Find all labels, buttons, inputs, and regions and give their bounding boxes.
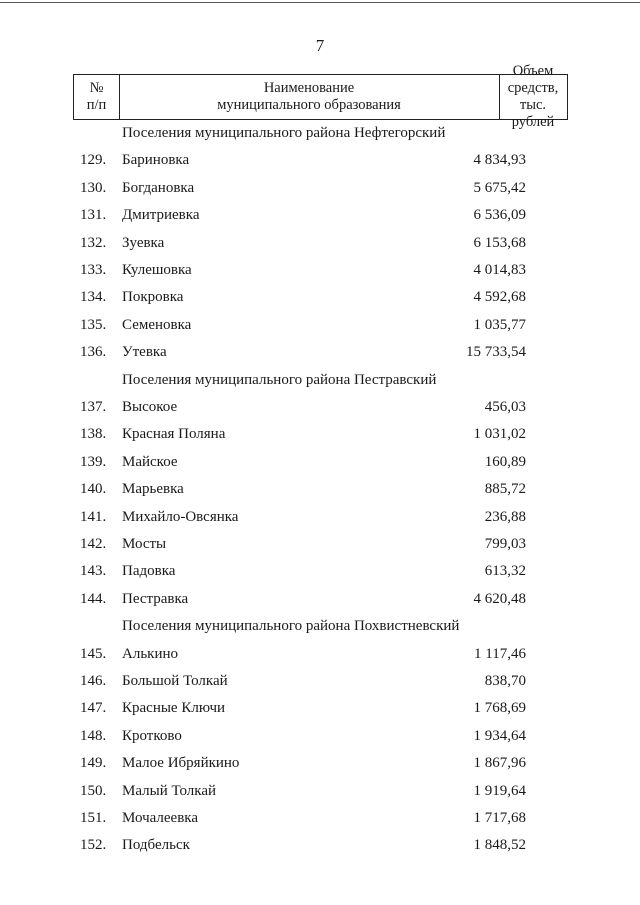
row-name: Мосты [122,536,167,552]
table-row [0,643,640,665]
row-name: Утевка [122,344,167,361]
table-row [0,232,640,254]
row-name: Подбельск [122,837,190,854]
row-amount: 1 035,77 [473,316,526,333]
row-number: 129. [80,152,107,169]
row-number: 146. [80,673,107,689]
row-name: Кулешовка [122,262,192,278]
row-name: Бариновка [122,152,190,169]
row-amount: 4 014,83 [473,262,526,278]
row-name: Малое Ибряйкино [122,755,240,772]
row-amount: 838,70 [484,673,526,689]
row-number: 149. [80,755,107,772]
row-number: 132. [80,234,107,251]
row-number: 131. [80,207,107,224]
table-row [0,752,640,774]
row-name: Кротково [122,727,182,744]
header-number-column [74,75,120,119]
table-row [0,725,640,747]
row-number: 151. [80,810,107,826]
row-name: Красная Поляна [122,426,226,443]
table-row [0,533,640,555]
header-amount-column [499,63,567,130]
row-name: Зуевка [122,234,165,251]
row-amount: 456,03 [484,399,526,415]
row-amount: 885,72 [484,481,526,498]
header-amount-line2: тыс. рублей [511,97,555,130]
row-amount: 613,32 [484,563,526,580]
table-row [0,478,640,500]
header-number-line1: № [89,80,104,96]
row-number: 150. [80,782,107,799]
row-name: Падовка [122,563,176,580]
table-row [0,506,640,528]
row-amount: 6 153,68 [473,234,526,251]
row-number: 148. [80,727,107,744]
row-number: 135. [80,316,107,333]
row-amount: 6 536,09 [473,207,526,224]
table-row [0,396,640,418]
header-number-line2: п/п [86,97,107,113]
row-name: Покровка [122,289,184,306]
row-amount: 1 768,69 [473,700,526,717]
section-title: Поселения муниципального района Нефтегорский [122,125,446,141]
row-amount: 4 620,48 [473,590,526,607]
table-row [0,588,640,610]
table-row [0,670,640,692]
row-number: 140. [80,481,107,498]
row-name: Мочалеевка [122,810,199,826]
row-number: 142. [80,536,107,552]
row-name: Пестравка [122,590,189,607]
table-row [0,807,640,829]
row-amount: 1 117,46 [474,645,526,662]
header-amount-line1: Объем средств, [507,63,559,96]
row-amount: 236,88 [484,508,526,525]
row-name: Малый Толкай [122,782,217,799]
row-name: Марьевка [122,481,184,498]
page-number: 7 [315,36,325,55]
row-name: Семеновка [122,316,192,333]
table-row [0,834,640,856]
row-amount: 1 919,64 [473,782,526,799]
row-number: 147. [80,700,107,717]
header-name-line2: муниципального образования [217,97,401,113]
table-row [0,560,640,582]
row-name: Богдановка [122,179,195,196]
table-row [0,451,640,473]
table-header [73,63,568,130]
table-row [0,780,640,802]
row-amount: 1 717,68 [473,810,526,826]
row-number: 130. [80,179,107,196]
top-rule [0,2,640,3]
row-number: 136. [80,344,107,361]
row-number: 144. [80,590,107,607]
row-number: 134. [80,289,107,306]
row-number: 145. [80,645,107,662]
header-name-column [119,75,500,119]
table-row [0,177,640,199]
row-amount: 4 592,68 [473,289,526,306]
row-name: Майское [122,453,178,470]
row-number: 139. [80,453,107,470]
row-amount: 15 733,54 [466,344,526,361]
row-name: Дмитриевка [122,207,200,224]
header-name-line1: Наименование [263,80,355,96]
row-number: 133. [80,262,107,278]
table-row [0,286,640,308]
table-row [0,204,640,226]
row-number: 138. [80,426,107,443]
table-row [0,259,640,281]
row-number: 137. [80,399,107,415]
row-number: 152. [80,837,107,854]
row-name: Высокое [122,399,178,415]
row-amount: 1 867,96 [473,755,526,772]
row-number: 143. [80,563,107,580]
table-row [0,697,640,719]
row-amount: 4 834,93 [473,152,526,169]
row-amount: 160,89 [484,453,526,470]
table-row [0,314,640,336]
section-title: Поселения муниципального района Похвистневский [122,618,460,635]
row-name: Михайло-Овсянка [122,508,239,525]
row-amount: 1 031,02 [473,426,526,443]
table-row [0,423,640,445]
row-amount: 5 675,42 [473,179,526,196]
row-number: 141. [80,508,107,525]
row-name: Красные Ключи [122,700,226,717]
row-name: Большой Толкай [122,673,228,689]
section-title: Поселения муниципального района Пестравский [122,371,437,388]
row-name: Алькино [122,645,179,662]
table-row [0,341,640,363]
row-amount: 1 848,52 [473,837,526,854]
row-amount: 799,03 [484,536,526,552]
table-row [0,149,640,171]
row-amount: 1 934,64 [473,727,526,744]
